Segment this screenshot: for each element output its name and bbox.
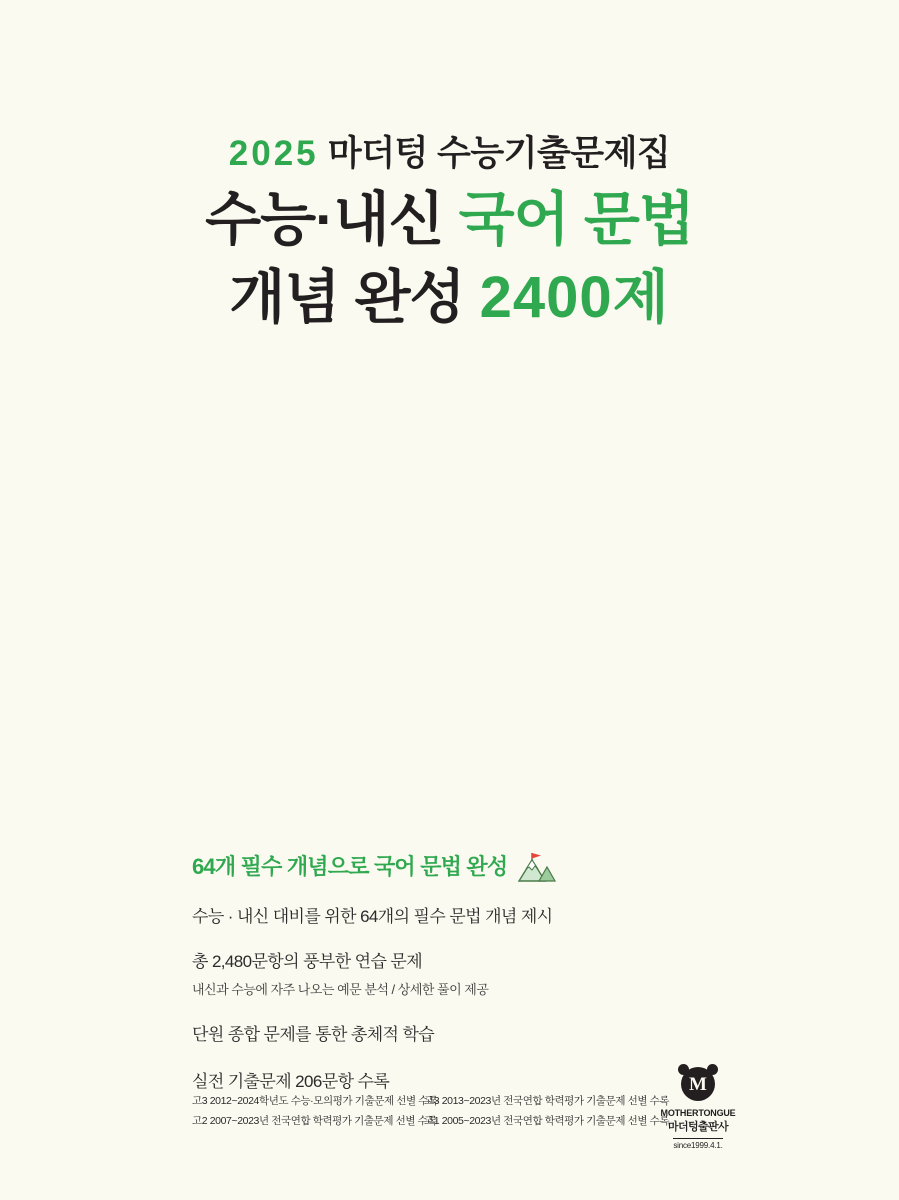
footer-note-1-left: 고3 2012~2024학년도 수능·모의평가 기출문제 선별 수록 xyxy=(192,1095,438,1107)
feature-item-2: 총 2,480문항의 풍부한 연습 문제 xyxy=(192,952,423,971)
series-name: 마더텅 수능기출문제집 xyxy=(327,134,671,173)
mothertongue-logo-icon xyxy=(678,1064,718,1104)
features-headline-row xyxy=(192,852,752,882)
title-block xyxy=(0,132,899,337)
main-title-line-1-highlight: 국어 문법 xyxy=(458,186,694,252)
publisher-name-en: MOTHERTONGUE xyxy=(660,1108,736,1118)
logo-letter: M xyxy=(689,1073,707,1095)
main-title-line-2-plain: 개념 완성 xyxy=(229,265,480,331)
publisher-name-kr: 마더텅출판사 xyxy=(667,1120,729,1133)
series-year: 2025 xyxy=(228,134,319,173)
feature-item-1: 수능 · 내신 대비를 위한 64개의 필수 문법 개념 제시 xyxy=(192,907,553,926)
footer-notes xyxy=(192,1092,670,1132)
main-title-line-2-highlight: 2400제 xyxy=(479,265,670,331)
footer-note-row xyxy=(192,1112,670,1132)
footer-note-2-left: 고2 2007~2023년 전국연합 학력평가 기출문제 선별 수록 xyxy=(192,1114,438,1127)
features-block xyxy=(192,852,752,1095)
series-line xyxy=(0,132,899,176)
feature-item-4: 실전 기출문제 206문항 수록 xyxy=(192,1072,390,1091)
features-headline-text: 64개 필수 개념으로 국어 문법 완성 xyxy=(192,853,508,879)
publisher-since: since1999.4.1. xyxy=(673,1138,722,1150)
main-title-line-2 xyxy=(0,260,899,337)
footer-note-2-right: 고1 2005~2023년 전국연합 학력평가 기출문제 선별 수록 xyxy=(424,1114,670,1127)
footer-note-row xyxy=(192,1092,670,1112)
mountain-flag-icon xyxy=(515,853,557,883)
main-title-line-1-plain: 수능·내신 xyxy=(205,186,459,252)
footer-note-1-right: 고3 2013~2023년 전국연합 학력평가 기출문제 선별 수록 xyxy=(424,1095,670,1107)
logo-circle xyxy=(681,1067,715,1101)
publisher-logo xyxy=(644,1064,752,1153)
main-title-line-1 xyxy=(0,182,899,259)
feature-item-2-sub: 내신과 수능에 자주 나오는 예문 분석 / 상세한 풀이 제공 xyxy=(192,982,489,997)
feature-item-3: 단원 종합 문제를 통한 총체적 학습 xyxy=(192,1025,435,1044)
